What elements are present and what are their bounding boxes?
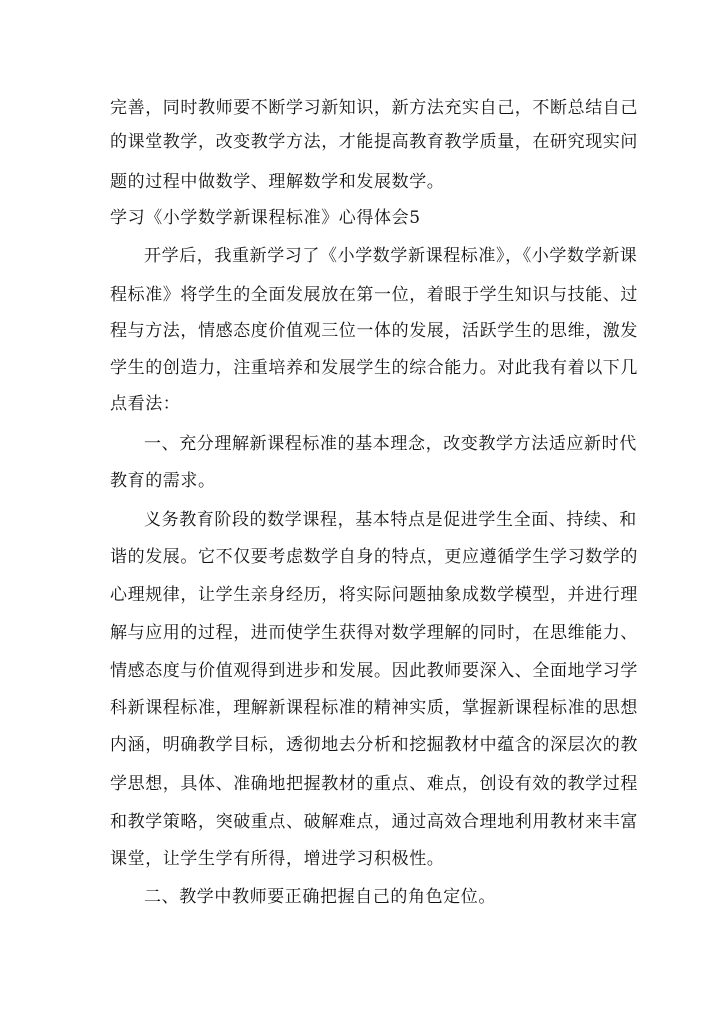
text-line: 谐的发展。它不仅要考虑数学自身的特点，更应遵循学生学习数学的 [110,547,638,567]
text-line: 学思想，具体、准确地把握教材的重点、难点，创设有效的教学过程 [110,774,638,794]
text-line: 教育的需求。 [110,471,216,491]
text-line: 和教学策略，突破重点、破解难点，通过高效合理地利用教材来丰富 [110,812,638,832]
text-line: 学生的创造力，注重培养和发展学生的综合能力。对此我有着以下几 [110,358,638,378]
subheading-line: 一、充分理解新课程标准的基本理念，改变教学方法适应新时代 [144,434,637,454]
text-line: 程与方法，情感态度价值观三位一体的发展，活跃学生的思维，激发 [110,321,638,341]
text-line: 程标准》将学生的全面发展放在第一位，着眼于学生知识与技能、过 [110,285,638,305]
text-line: 点看法： [110,394,181,414]
paragraph-first-line: 义务教育阶段的数学课程，基本特点是促进学生全面、持续、和 [144,510,637,530]
section-heading: 学习《小学数学新课程标准》心得体会5 [110,208,421,228]
text-line: 二、教学中教师要正确把握自己的角色定位。 [144,887,496,907]
text-line: 内涵，明确教学目标，透彻地去分析和挖掘教材中蕴含的深层次的教 [110,735,638,755]
text-line: 解与应用的过程，进而使学生获得对数学理解的同时，在思维能力、 [110,623,638,643]
text-line: 完善，同时教师要不断学习新知识，新方法充实自己，不断总结自己 [110,98,638,118]
text-line: 心理规律，让学生亲身经历，将实际问题抽象成数学模型，并进行理 [110,585,638,605]
text-line: 科新课程标准，理解新课程标准的精神实质，掌握新课程标准的思想 [110,698,638,718]
text-line: 的课堂教学，改变教学方法，才能提高教育教学质量，在研究现实问 [110,132,638,152]
text-line: 课堂，让学生学有所得，增进学习积极性。 [110,849,445,869]
text-line: 情感态度与价值观得到进步和发展。因此教师要深入、全面地学习学 [110,661,638,681]
text-line: 题的过程中做数学、理解数学和发展数学。 [110,172,445,192]
paragraph-first-line: 开学后，我重新学习了《小学数学新课程标准》，《小学数学新课 [144,246,638,266]
